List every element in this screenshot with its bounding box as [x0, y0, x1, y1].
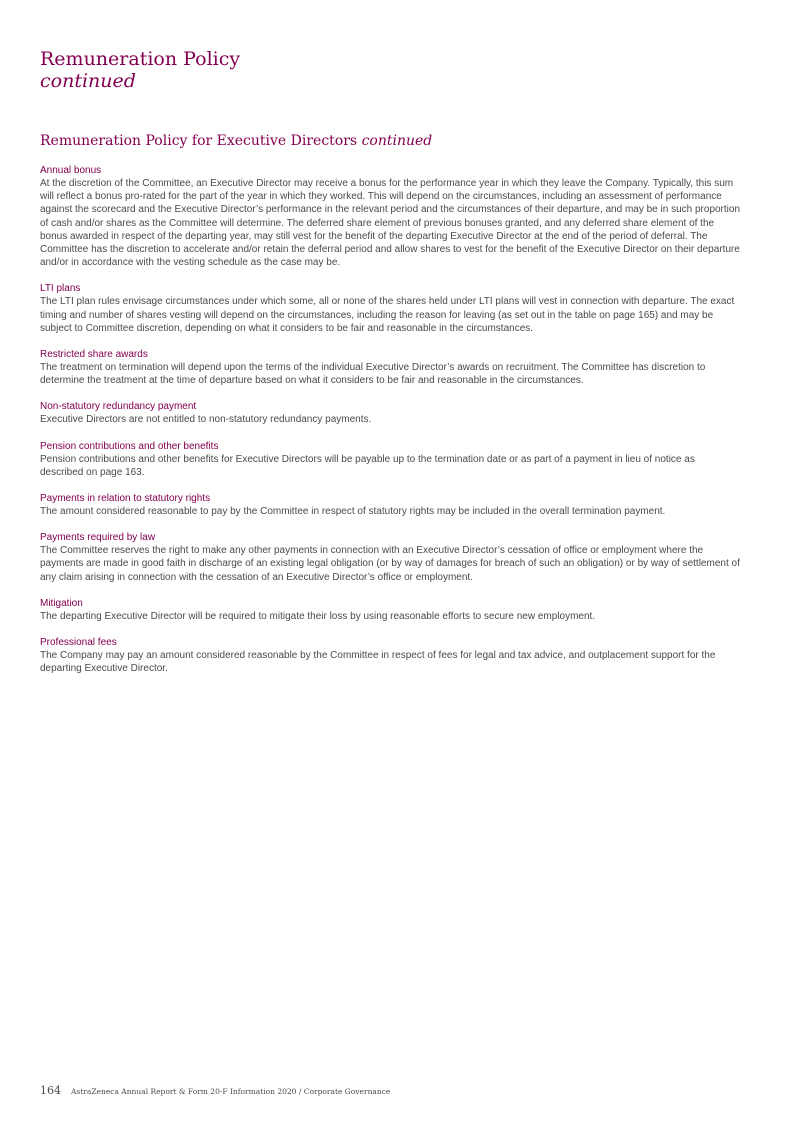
block-heading: Pension contributions and other benefits	[40, 440, 219, 452]
footer-source: AstraZeneca Annual Report & Form 20-F Information 2020 / Corporate Governance	[71, 1087, 391, 1096]
block-body: The LTI plan rules envisage circumstances under which some, all or none of the shares held under LTI plans will vest in connection with departure. The exact timing and number of shares vesting will depend on the circumstances, including the reason for leaving (as set out in the table on page 165) and may be subject to Committee discretion, depending on what it considers to be fair and reasonable in the circumstances.	[40, 296, 735, 334]
page-subtitle: continued	[40, 70, 136, 92]
block-restricted-share-awards	[40, 348, 740, 387]
block-body: At the discretion of the Committee, an Executive Director may receive a bonus for the performance year in which they leave the Company. Typically, this sum will reflect a bonus pro-rated for the part of the year in which they worked. This will depend on the circumstances, including an assessment of performance against the scorecard and the Executive Director’s performance in the relevant period and the circumstances of their departure, and may be in such proportion of cash and/or shares as the Committee will determine. The deferred share element of previous bonuses granted, and any deferred share element of the bonus awarded in respect of the departing year, may still vest for the benefit of the departing Executive Director at the end of the period of deferral. The Committee has the discretion to accelerate and/or retain the deferral period and allow shares to vest for the benefit of the Executive Director on their departure and/or in accordance with the vesting schedule as the case may be.	[40, 178, 741, 269]
block-heading: Professional fees	[40, 637, 117, 649]
page-title: Remuneration Policy	[40, 48, 241, 70]
block-body: Executive Directors are not entitled to non-statutory redundancy payments.	[40, 414, 372, 426]
block-body: The departing Executive Director will be required to mitigate their loss by using reasonable efforts to secure new employment.	[40, 610, 596, 622]
block-professional-fees	[40, 636, 740, 675]
page-footer	[40, 1084, 390, 1097]
content	[40, 164, 740, 688]
block-heading: Payments in relation to statutory rights	[40, 493, 211, 505]
block-statutory-rights	[40, 492, 740, 518]
block-body: The Company may pay an amount considered reasonable by the Committee in respect of fees for legal and tax advice, and outplacement support for the departing Executive Director.	[40, 650, 716, 675]
block-body: The amount considered reasonable to pay by the Committee in respect of statutory rights may be included in the overall termination payment.	[40, 506, 666, 518]
section-heading	[40, 132, 432, 150]
block-heading: LTI plans	[40, 283, 81, 295]
section-heading-title: Remuneration Policy for Executive Directors	[40, 133, 358, 149]
block-body: The treatment on termination will depend upon the terms of the individual Executive Director’s awards on recruitment. The Committee has discretion to determine the treatment at the time of departure based on what it considers to be fair and reasonable in the circumstances.	[40, 362, 706, 387]
block-annual-bonus	[40, 164, 740, 269]
page-number: 164	[40, 1084, 61, 1097]
section-heading-suffix: continued	[361, 133, 433, 149]
block-body: The Committee reserves the right to make any other payments in connection with an Executive Director’s cessation of office or employment where the payments are made in good faith in discharge of an existing legal obligation (or by way of damages for breach of such an obligation) or by way of settlement of any claim arising in connection with the cessation of an Executive Director’s office or employment.	[40, 545, 740, 583]
block-non-statutory-redundancy	[40, 400, 740, 426]
block-heading: Payments required by law	[40, 532, 156, 544]
page-header	[40, 48, 240, 92]
block-heading: Mitigation	[40, 597, 83, 609]
block-payments-required-by-law	[40, 531, 740, 584]
block-heading: Restricted share awards	[40, 349, 148, 361]
block-lti-plans	[40, 282, 740, 335]
block-mitigation	[40, 597, 740, 623]
block-body: Pension contributions and other benefits for Executive Directors will be payable up to the termination date or as part of a payment in lieu of notice as described on page 163.	[40, 453, 695, 478]
block-pension-contributions	[40, 440, 740, 479]
block-heading: Annual bonus	[40, 165, 102, 176]
block-heading: Non-statutory redundancy payment	[40, 401, 197, 413]
